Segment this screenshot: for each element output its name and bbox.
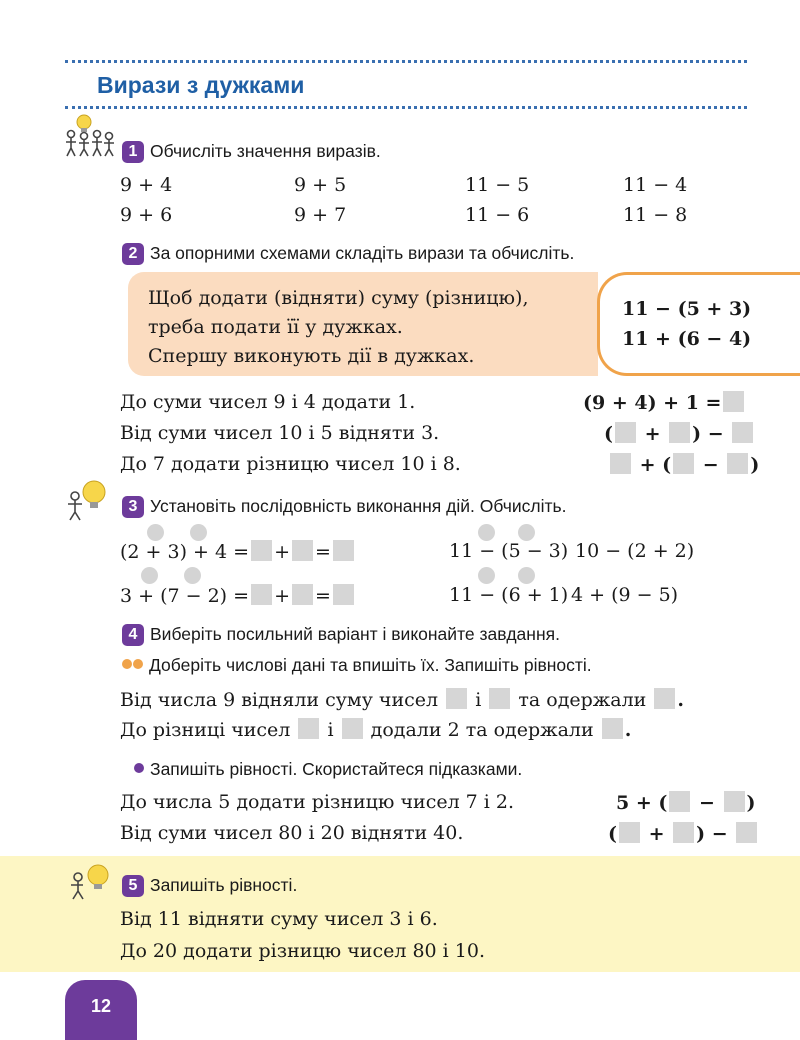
word-problem: До суми чисел 9 і 4 додати 1. bbox=[120, 391, 416, 413]
scheme-3 bbox=[608, 453, 759, 476]
fill-in-line bbox=[120, 688, 684, 711]
rule-line: Щоб додати (відняти) суму (різницю), bbox=[148, 287, 529, 309]
line-text: Від числа 9 відняли суму чисел bbox=[120, 689, 439, 711]
operator: − bbox=[711, 823, 728, 845]
answer-box[interactable] bbox=[298, 718, 319, 739]
task-5-instruction bbox=[122, 875, 297, 897]
operator: = bbox=[314, 541, 331, 563]
expression: 11 − 6 bbox=[465, 204, 530, 226]
step-order-circle[interactable] bbox=[518, 567, 535, 584]
expression-row bbox=[120, 584, 356, 607]
expression: (2 + 3) + 4 = bbox=[120, 541, 250, 563]
task-number-badge: 1 bbox=[122, 141, 144, 163]
line-text: додали 2 та одержали bbox=[370, 719, 594, 741]
paren: ) bbox=[746, 792, 756, 814]
answer-box[interactable] bbox=[673, 453, 694, 474]
line-text: і bbox=[327, 719, 334, 741]
example-expression: 11 − (5 + 3) bbox=[622, 298, 752, 320]
expression: 3 + (7 − 2) = bbox=[120, 585, 250, 607]
operator: + bbox=[639, 454, 656, 476]
answer-box[interactable] bbox=[610, 453, 631, 474]
operator: − bbox=[702, 454, 719, 476]
difficulty-dot-icon bbox=[122, 659, 132, 669]
paren: ) bbox=[750, 454, 760, 476]
operator: + bbox=[274, 541, 290, 563]
task-text: Виберіть посильний варіант і виконайте завдання. bbox=[150, 624, 560, 644]
expression: 9 + 6 bbox=[120, 204, 173, 226]
task-1-instruction bbox=[122, 141, 381, 163]
task-number-badge: 5 bbox=[122, 875, 144, 897]
expression: 11 − 5 bbox=[465, 174, 530, 196]
answer-box[interactable] bbox=[727, 453, 748, 474]
variant-a bbox=[122, 655, 592, 676]
line-text: . bbox=[624, 719, 632, 741]
word-problem: Від 11 відняти суму чисел 3 і 6. bbox=[120, 908, 438, 930]
task-text: Обчисліть значення виразів. bbox=[150, 141, 381, 161]
expression: 11 − (6 + 1) bbox=[449, 584, 569, 606]
line-text: та одержали bbox=[518, 689, 647, 711]
step-order-circle[interactable] bbox=[141, 567, 158, 584]
paren: ( bbox=[604, 423, 613, 445]
difficulty-dot-icon bbox=[133, 659, 143, 669]
page-number: 12 bbox=[65, 980, 137, 1040]
line-text: і bbox=[475, 689, 482, 711]
operator: + bbox=[274, 585, 290, 607]
step-order-circle[interactable] bbox=[478, 524, 495, 541]
paren: ) bbox=[692, 423, 702, 445]
expression-row bbox=[120, 540, 356, 563]
rule-line: Спершу виконують дії в дужках. bbox=[148, 345, 475, 367]
answer-box[interactable] bbox=[669, 791, 690, 812]
line-text: До різниці чисел bbox=[120, 719, 291, 741]
answer-box[interactable] bbox=[292, 540, 313, 561]
answer-box[interactable] bbox=[333, 584, 354, 605]
person-lightbulb-icon bbox=[62, 478, 114, 522]
operator: + bbox=[644, 423, 661, 445]
expression: 9 + 5 bbox=[294, 174, 347, 196]
task-number-badge: 2 bbox=[122, 243, 144, 265]
expression: 11 − 4 bbox=[623, 174, 688, 196]
expression: 11 − 8 bbox=[623, 204, 688, 226]
paren: ) bbox=[696, 823, 706, 845]
scheme-text: 5 + ( bbox=[616, 792, 668, 814]
answer-box[interactable] bbox=[669, 422, 690, 443]
answer-box[interactable] bbox=[654, 688, 675, 709]
bottom-dotted-rule bbox=[65, 106, 747, 109]
rule-line: треба подати її у дужках. bbox=[148, 316, 403, 338]
variant-text: Доберіть числові дані та впишіть їх. Запишіть рівності. bbox=[149, 655, 592, 675]
answer-box[interactable] bbox=[251, 584, 272, 605]
word-problem: До 7 додати різницю чисел 10 і 8. bbox=[120, 453, 461, 475]
team-lightbulb-icon bbox=[62, 112, 118, 158]
word-problem: Від суми чисел 10 і 5 відняти 3. bbox=[120, 422, 440, 444]
answer-box[interactable] bbox=[292, 584, 313, 605]
difficulty-dot-icon bbox=[134, 763, 144, 773]
fill-in-line bbox=[120, 718, 631, 741]
word-problem: До числа 5 додати різницю чисел 7 і 2. bbox=[120, 791, 515, 813]
expression: 9 + 7 bbox=[294, 204, 347, 226]
step-order-circle[interactable] bbox=[184, 567, 201, 584]
task-2-instruction bbox=[122, 243, 574, 265]
task-4-instruction bbox=[122, 624, 560, 646]
answer-box[interactable] bbox=[732, 422, 753, 443]
task-text: Запишіть рівності. bbox=[150, 875, 298, 895]
word-problem: До 20 додати різницю чисел 80 і 10. bbox=[120, 940, 486, 962]
answer-box[interactable] bbox=[736, 822, 757, 843]
answer-box[interactable] bbox=[251, 540, 272, 561]
answer-box[interactable] bbox=[619, 822, 640, 843]
example-expression: 11 + (6 − 4) bbox=[622, 328, 752, 350]
answer-box[interactable] bbox=[446, 688, 467, 709]
operator: = bbox=[314, 585, 331, 607]
task-number-badge: 4 bbox=[122, 624, 144, 646]
operator: + bbox=[648, 823, 665, 845]
expression: 11 − (5 − 3) bbox=[449, 540, 569, 562]
answer-box[interactable] bbox=[724, 791, 745, 812]
answer-box[interactable] bbox=[673, 822, 694, 843]
expression: 10 − (2 + 2) bbox=[575, 540, 695, 562]
person-lightbulb-icon bbox=[66, 862, 116, 902]
scheme-b2 bbox=[608, 822, 759, 845]
answer-box[interactable] bbox=[333, 540, 354, 561]
answer-box[interactable] bbox=[342, 718, 363, 739]
paren: ( bbox=[662, 454, 672, 476]
rule-box bbox=[128, 272, 598, 376]
example-bracket bbox=[597, 272, 800, 376]
scheme-2 bbox=[604, 422, 755, 445]
answer-box[interactable] bbox=[723, 391, 744, 412]
expression: 9 + 4 bbox=[120, 174, 173, 196]
top-dotted-rule bbox=[65, 60, 747, 63]
step-order-circle[interactable] bbox=[518, 524, 535, 541]
paren: ( bbox=[608, 823, 617, 845]
expression: 4 + (9 − 5) bbox=[571, 584, 679, 606]
task-text: За опорними схемами складіть вирази та обчисліть. bbox=[150, 243, 575, 263]
scheme-b1 bbox=[616, 791, 756, 814]
operator: − bbox=[707, 423, 724, 445]
task-text: Установіть послідовність виконання дій. Обчисліть. bbox=[150, 496, 567, 516]
variant-text: Запишіть рівності. Скористайтеся підказками. bbox=[150, 759, 523, 779]
operator: − bbox=[698, 792, 715, 814]
variant-b bbox=[134, 759, 522, 780]
step-order-circle[interactable] bbox=[147, 524, 164, 541]
line-text: . bbox=[677, 689, 685, 711]
task-3-instruction bbox=[122, 496, 567, 518]
step-order-circle[interactable] bbox=[478, 567, 495, 584]
page-title: Вирази з дужками bbox=[97, 72, 305, 98]
word-problem: Від суми чисел 80 і 20 відняти 40. bbox=[120, 822, 464, 844]
step-order-circle[interactable] bbox=[190, 524, 207, 541]
scheme-1 bbox=[583, 391, 746, 414]
task-number-badge: 3 bbox=[122, 496, 144, 518]
answer-box[interactable] bbox=[615, 422, 636, 443]
scheme-text: (9 + 4) + 1 = bbox=[583, 392, 722, 414]
answer-box[interactable] bbox=[602, 718, 623, 739]
answer-box[interactable] bbox=[489, 688, 510, 709]
